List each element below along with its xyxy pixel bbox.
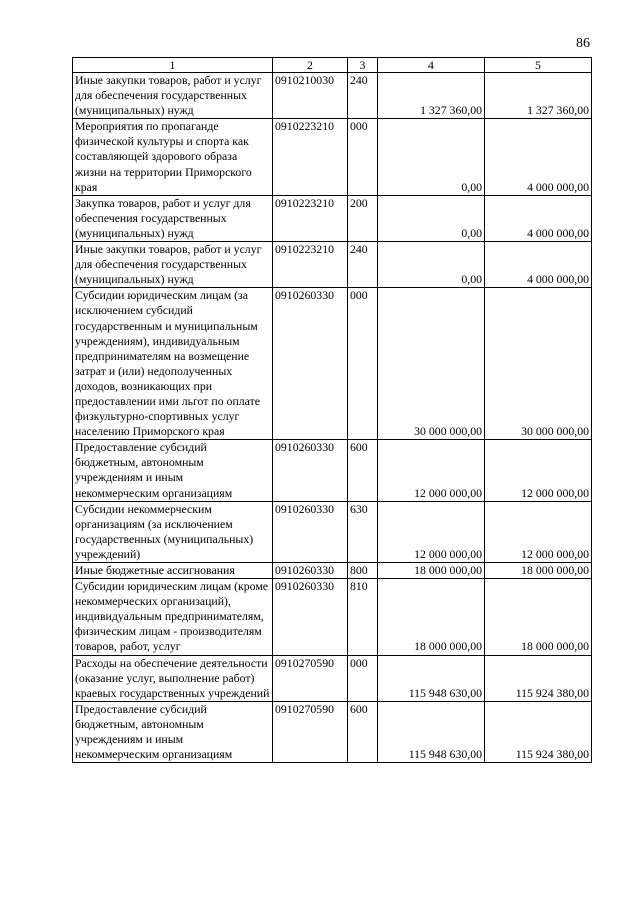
table-row [73, 242, 592, 288]
row-code: 0910260330 [273, 288, 348, 440]
row-amount-col4: 12 000 000,00 [378, 440, 485, 501]
header-col-2: 2 [273, 58, 348, 73]
table-row [73, 701, 592, 762]
row-amount-col5: 115 924 380,00 [485, 701, 592, 762]
row-amount-col5: 4 000 000,00 [485, 242, 592, 288]
row-code: 0910223210 [273, 242, 348, 288]
row-amount-col5: 4 000 000,00 [485, 195, 592, 241]
row-name: Иные закупки товаров, работ и услуг для обеспечения государственных (муниципальных) нужд [73, 242, 273, 288]
header-col-3: 3 [348, 58, 378, 73]
row-amount-col4: 115 948 630,00 [378, 701, 485, 762]
row-name: Расходы на обеспечение деятельности (оказание услуг, выполнение работ) краевых государственных учреждений [73, 655, 273, 701]
table-row [73, 288, 592, 440]
row-amount-col4: 30 000 000,00 [378, 288, 485, 440]
row-amount-col5: 18 000 000,00 [485, 563, 592, 579]
row-amount-col4: 12 000 000,00 [378, 501, 485, 562]
row-amount-col5: 4 000 000,00 [485, 119, 592, 195]
row-amount-col4: 0,00 [378, 119, 485, 195]
row-type: 240 [348, 242, 378, 288]
table-row [73, 440, 592, 501]
header-col-1: 1 [73, 58, 273, 73]
row-code: 0910223210 [273, 119, 348, 195]
row-amount-col5: 18 000 000,00 [485, 579, 592, 655]
table-row [73, 195, 592, 241]
table-row [73, 501, 592, 562]
row-type: 000 [348, 119, 378, 195]
row-code: 0910260330 [273, 501, 348, 562]
row-code: 0910210030 [273, 73, 348, 119]
row-name: Мероприятия по пропаганде физической культуры и спорта как составляющей здорового образа жизни на территории Приморского края [73, 119, 273, 195]
row-name: Иные бюджетные ассигнования [73, 563, 273, 579]
table-row [73, 119, 592, 195]
row-type: 800 [348, 563, 378, 579]
row-name: Субсидии некоммерческим организациям (за исключением государственных (муниципальных) учреждений) [73, 501, 273, 562]
row-amount-col4: 18 000 000,00 [378, 579, 485, 655]
row-amount-col4: 0,00 [378, 195, 485, 241]
row-type: 600 [348, 701, 378, 762]
row-name: Предоставление субсидий бюджетным, автономным учреждениям и иным некоммерческим организациям [73, 701, 273, 762]
row-code: 0910260330 [273, 440, 348, 501]
row-code: 0910270590 [273, 701, 348, 762]
row-amount-col5: 115 924 380,00 [485, 655, 592, 701]
row-type: 810 [348, 579, 378, 655]
row-type: 600 [348, 440, 378, 501]
row-type: 630 [348, 501, 378, 562]
row-amount-col4: 0,00 [378, 242, 485, 288]
row-amount-col4: 18 000 000,00 [378, 563, 485, 579]
table-row [73, 579, 592, 655]
row-amount-col4: 1 327 360,00 [378, 73, 485, 119]
row-name: Закупка товаров, работ и услуг для обеспечения государственных (муниципальных) нужд [73, 195, 273, 241]
header-col-5: 5 [485, 58, 592, 73]
row-code: 0910260330 [273, 563, 348, 579]
row-amount-col4: 115 948 630,00 [378, 655, 485, 701]
table-row [73, 563, 592, 579]
row-code: 0910270590 [273, 655, 348, 701]
header-col-4: 4 [378, 58, 485, 73]
row-amount-col5: 30 000 000,00 [485, 288, 592, 440]
row-name: Иные закупки товаров, работ и услуг для обеспечения государственных (муниципальных) нужд [73, 73, 273, 119]
table-row [73, 655, 592, 701]
row-amount-col5: 1 327 360,00 [485, 73, 592, 119]
page-number: 86 [576, 36, 590, 51]
row-amount-col5: 12 000 000,00 [485, 501, 592, 562]
budget-table [72, 57, 592, 763]
row-type: 200 [348, 195, 378, 241]
row-type: 000 [348, 655, 378, 701]
row-code: 0910223210 [273, 195, 348, 241]
header-row [73, 58, 592, 73]
row-name: Субсидии юридическим лицам (кроме некоммерческих организаций), индивидуальным предпринимателям, физическим лицам - производителям товаров, работ, услуг [73, 579, 273, 655]
row-name: Субсидии юридическим лицам (за исключением субсидий государственным и муниципальным учреждениям), индивидуальным предпринимателям на возмещение затрат и (или) недополученных доходов, возникающих при предоставлении ими льгот по оплате физкультурно-спортивных услуг населению Приморского края [73, 288, 273, 440]
row-type: 240 [348, 73, 378, 119]
row-name: Предоставление субсидий бюджетным, автономным учреждениям и иным некоммерческим организациям [73, 440, 273, 501]
row-amount-col5: 12 000 000,00 [485, 440, 592, 501]
row-code: 0910260330 [273, 579, 348, 655]
row-type: 000 [348, 288, 378, 440]
table-row [73, 73, 592, 119]
